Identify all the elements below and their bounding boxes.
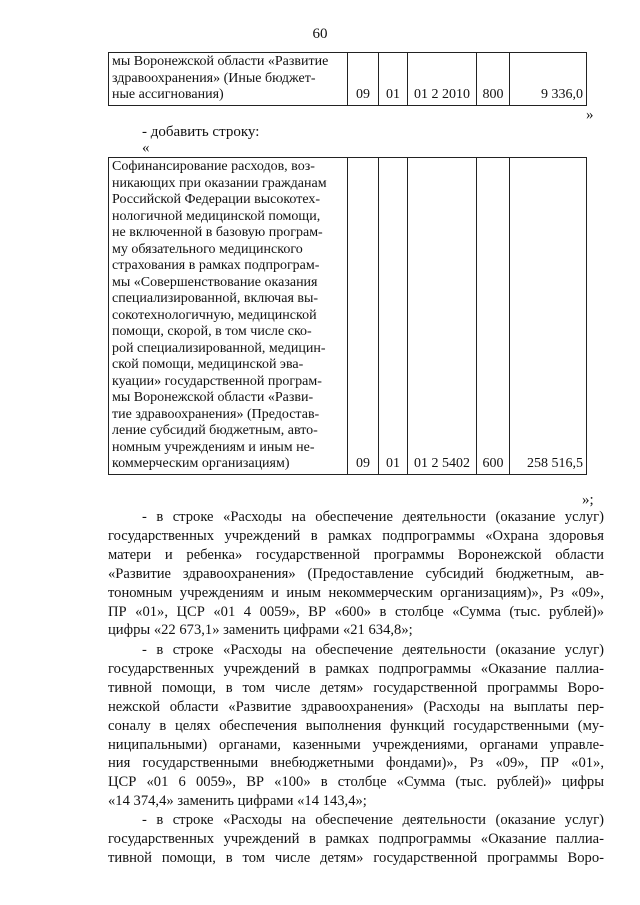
paragraph-line: тивной помощи, в том числе детям» государственной программы Воро- [108,849,604,866]
paragraph-line: ния государственными внебюджетными фондами)», Рз «09», ПР «01», [108,755,604,772]
paragraph-line: «Развитие здравоохранения» (Предоставление субсидий бюджетным, ав- [108,565,604,582]
row-name-line: му обязательного медицинского [112,241,303,257]
vr-cell: 600 [477,158,510,475]
rz-cell: 09 [348,158,379,475]
row-name-line: рой специализированной, медицин- [112,340,326,356]
row-name-line: тие здравоохранения» (Предостав- [112,406,320,422]
page-number: 60 [312,26,328,42]
sum-cell: 258 516,5 [510,158,587,475]
row-name-line: никающих при оказании гражданам [112,175,327,191]
closing-quote: » [586,107,594,123]
row-name-line: помощи, скорой, в том числе ско- [112,324,312,339]
paragraph-line: государственных учреждений в рамках подпрограммы «Охрана здоровья [108,527,604,544]
paragraph-line: государственных учреждений в рамках подпрограммы «Оказание паллиа- [108,830,604,847]
amendment-paragraph-1 [108,508,604,640]
row-name-line: Софинансирование расходов, воз- [112,159,315,174]
row-name-cell [109,158,348,475]
table-row [109,53,587,106]
row-name-line: куации» государственной програм- [112,373,322,389]
budget-table-top-fragment [108,52,587,106]
row-name-line: мы Воронежской области «Развитие [112,54,329,69]
paragraph-line: - в строке «Расходы на обеспечение деятельности (оказание услуг) [142,509,604,525]
row-name-line: Российской Федерации высокотех- [112,192,321,207]
row-name-line: сокотехнологичную, медицинской [112,307,317,323]
closing-quote-semicolon: »; [582,492,594,508]
row-name-line: не включенной в базовую програм- [112,225,323,240]
paragraph-line: государственных учреждений в рамках подпрограммы «Оказание паллиа- [108,660,604,677]
vr-cell: 800 [477,53,510,106]
csr-cell: 01 2 2010 [408,53,477,106]
add-row-label: - добавить строку: [142,124,260,140]
paragraph-line: матери и ребенка» государственной программы Воронежской области [108,546,604,563]
paragraph-line: ПР «01», ЦСР «01 4 0059», ВР «600» в столбце «Сумма (тыс. рублей)» [108,603,604,620]
row-name-line: мы Воронежской области «Разви- [112,390,314,405]
sum-cell: 9 336,0 [510,53,587,106]
paragraph-line: ниципальными) органами, казенными учреждениями, органами управле- [108,736,604,753]
row-name-line: специализированной, включая вы- [112,291,319,306]
budget-table-new-row [108,157,587,475]
rz-cell: 09 [348,53,379,106]
csr-cell: 01 2 5402 [408,158,477,475]
paragraph-line: тономным учреждениям и иным некоммерческим организациям)», Рз «09», [108,584,604,601]
row-name-line: коммерческим организациям) [112,456,290,471]
row-name-cell [109,53,348,106]
row-name-line: нологичной медицинской помощи, [112,208,321,224]
paragraph-line: нежской области «Развитие здравоохранения» (Расходы на выплаты пер- [108,698,604,715]
row-name-line: здравоохранения» (Иные бюджет- [112,70,316,86]
row-name-line: мы «Совершенствование оказания [112,274,318,290]
table-row [109,158,587,475]
amendment-paragraph-2 [108,641,604,811]
paragraph-line: - в строке «Расходы на обеспечение деятельности (оказание услуг) [142,642,604,658]
pr-cell: 01 [379,158,408,475]
paragraph-line: цифры «22 673,1» заменить цифрами «21 634,8»; [108,622,413,639]
row-name-line: ской помощи, медицинской эва- [112,357,304,372]
paragraph-line: «14 374,4» заменить цифрами «14 143,4»; [108,793,367,810]
row-name-line: ление субсидий бюджетным, авто- [112,423,318,438]
paragraph-line: соналу в целях обеспечения выполнения функций государственными (му- [108,717,604,734]
pr-cell: 01 [379,53,408,106]
row-name-line: номным учреждениям и иным не- [112,439,315,455]
paragraph-line: ЦСР «01 6 0059», ВР «100» в столбце «Сумма (тыс. рублей)» цифры [108,774,604,791]
row-name-line: страхования в рамках подпрограм- [112,258,320,273]
amendment-paragraph-3 [108,811,604,868]
row-name-line: ные ассигнования) [112,87,224,102]
paragraph-line: - в строке «Расходы на обеспечение деятельности (оказание услуг) [142,812,604,828]
paragraph-line: тивной помощи, в том числе детям» государственной программы Воро- [108,679,604,696]
opening-quote: « [142,140,150,156]
